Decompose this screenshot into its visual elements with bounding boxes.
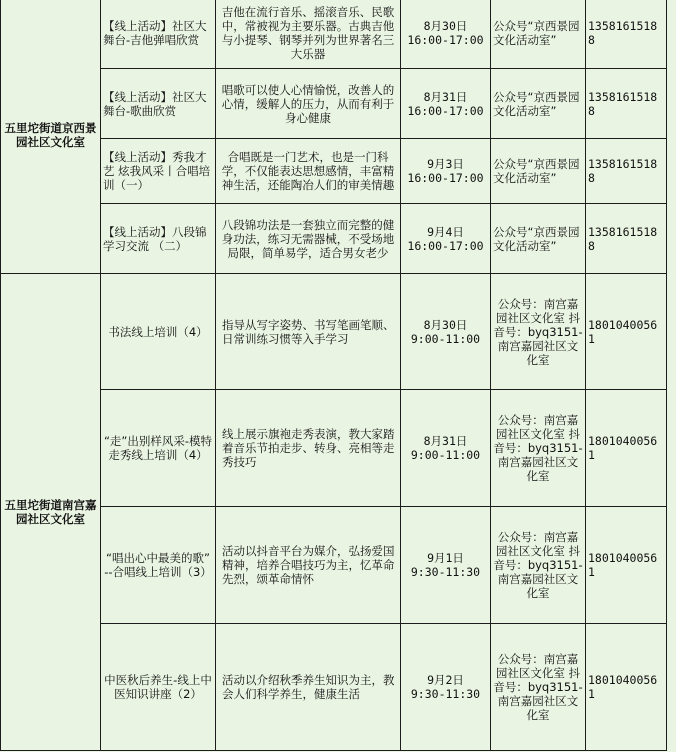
activity-title: “唱出心中最美的歌” --合唱线上培训（3） xyxy=(101,507,216,624)
activity-title: 【线上活动】秀我才艺 炫我风采丨合唱培训（一） xyxy=(101,139,216,204)
activity-date: 8月30日 xyxy=(423,317,468,332)
activity-date: 9月4日 xyxy=(427,224,464,239)
activity-description: 合唱既是一门艺术，也是一门科学，不仅能表达思想感情，丰富精神生活，还能陶冶人们的审美情趣 xyxy=(216,139,401,204)
table-row xyxy=(1,274,667,390)
activity-time: 16:00-17:00 xyxy=(407,103,484,118)
activity-description: 活动以抖音平台为媒介，弘扬爱国精神，培养合唱技巧为主，忆革命先烈，颂革命情怀 xyxy=(216,507,401,624)
contact-phone: 13581615188 xyxy=(586,69,667,139)
table-row xyxy=(1,204,667,274)
table-row xyxy=(1,0,667,69)
contact-phone: 18010400561 xyxy=(586,624,667,751)
organizer-cell: 五里坨街道南宫嘉园社区文化室 xyxy=(1,274,101,751)
activity-time: 9:30-11:30 xyxy=(410,565,481,579)
activity-date-time xyxy=(401,507,491,624)
contact-phone: 18010400561 xyxy=(586,390,667,507)
activity-time: 16:00-17:00 xyxy=(407,238,484,253)
channel-account: 公众号：南宫嘉园社区文化室 抖音号：byq3151-南宫嘉园社区文化室 xyxy=(491,624,586,751)
channel-account: 公众号：南宫嘉园社区文化室 抖音号：byq3151-南宫嘉园社区文化室 xyxy=(491,274,586,390)
channel-account: 公众号：南宫嘉园社区文化室 抖音号：byq3151-南宫嘉园社区文化室 xyxy=(491,390,586,507)
activity-title: 中医秋后养生-线上中医知识讲座（2） xyxy=(101,624,216,751)
activity-date: 9月1日 xyxy=(427,551,464,565)
activity-date-time xyxy=(401,624,491,751)
table-row xyxy=(1,69,667,139)
channel-account: 公众号：南宫嘉园社区文化室 抖音号：byq3151-南宫嘉园社区文化室 xyxy=(491,507,586,624)
channel-account: 公众号“京西景园文化活动室” xyxy=(491,69,586,139)
channel-account: 公众号“京西景园文化活动室” xyxy=(491,139,586,204)
contact-phone: 13581615188 xyxy=(586,139,667,204)
activity-description: 线上展示旗袍走秀表演，教大家踏着音乐节拍走步、转身、亮相等走秀技巧 xyxy=(216,390,401,507)
activity-description: 活动以介绍秋季养生知识为主，教会人们科学养生，健康生活 xyxy=(216,624,401,751)
table-row xyxy=(1,624,667,751)
activity-date-time xyxy=(401,204,491,274)
activity-date-time xyxy=(401,69,491,139)
activity-date: 9月3日 xyxy=(427,157,464,171)
activity-time: 9:00-11:00 xyxy=(410,448,481,462)
activity-time: 9:30-11:30 xyxy=(410,687,481,701)
organizer-cell: 五里坨街道京西景园社区文化室 xyxy=(1,0,101,274)
activity-title: 【线上活动】八段锦学习交流 （二） xyxy=(101,204,216,274)
activity-title: 【线上活动】社区大舞台-歌曲欣赏 xyxy=(101,69,216,139)
activity-time: 16:00-17:00 xyxy=(407,171,484,185)
activity-description: 唱歌可以使人心情愉悦，改善人的心情，缓解人的压力，从而有利于身心健康 xyxy=(216,69,401,139)
activity-time: 16:00-17:00 xyxy=(407,32,484,47)
table-row xyxy=(1,139,667,204)
activity-date-time xyxy=(401,139,491,204)
activity-date-time xyxy=(401,274,491,390)
activity-date-time xyxy=(401,0,491,69)
activity-description: 八段锦功法是一套独立而完整的健身功法，练习无需器械，不受场地局限，简单易学，适合男女老少 xyxy=(216,204,401,274)
activity-description: 吉他在流行音乐、摇滚音乐、民歌中，常被视为主要乐器。古典吉他与小提琴、钢琴并列为世界著名三大乐器 xyxy=(216,0,401,69)
activity-date: 8月31日 xyxy=(423,434,468,448)
activity-title: “走”出别样风采-模特走秀线上培训（4） xyxy=(101,390,216,507)
activity-date: 8月30日 xyxy=(423,18,468,33)
channel-account: 公众号“京西景园文化活动室” xyxy=(491,204,586,274)
contact-phone: 13581615188 xyxy=(586,204,667,274)
table-row xyxy=(1,507,667,624)
table-row xyxy=(1,390,667,507)
contact-phone: 18010400561 xyxy=(586,274,667,390)
activity-time: 9:00-11:00 xyxy=(410,331,481,346)
contact-phone: 13581615188 xyxy=(586,0,667,69)
contact-phone: 18010400561 xyxy=(586,507,667,624)
channel-account: 公众号“京西景园文化活动室” xyxy=(491,0,586,69)
activity-title: 【线上活动】社区大舞台-吉他弹唱欣赏 xyxy=(101,0,216,69)
activity-title: 书法线上培训（4） xyxy=(101,274,216,390)
activity-date: 8月31日 xyxy=(423,89,468,104)
activity-description: 指导从写字姿势、书写笔画笔顺、日常训练习惯等入手学习 xyxy=(216,274,401,390)
activity-date-time xyxy=(401,390,491,507)
activity-date: 9月2日 xyxy=(427,673,464,687)
